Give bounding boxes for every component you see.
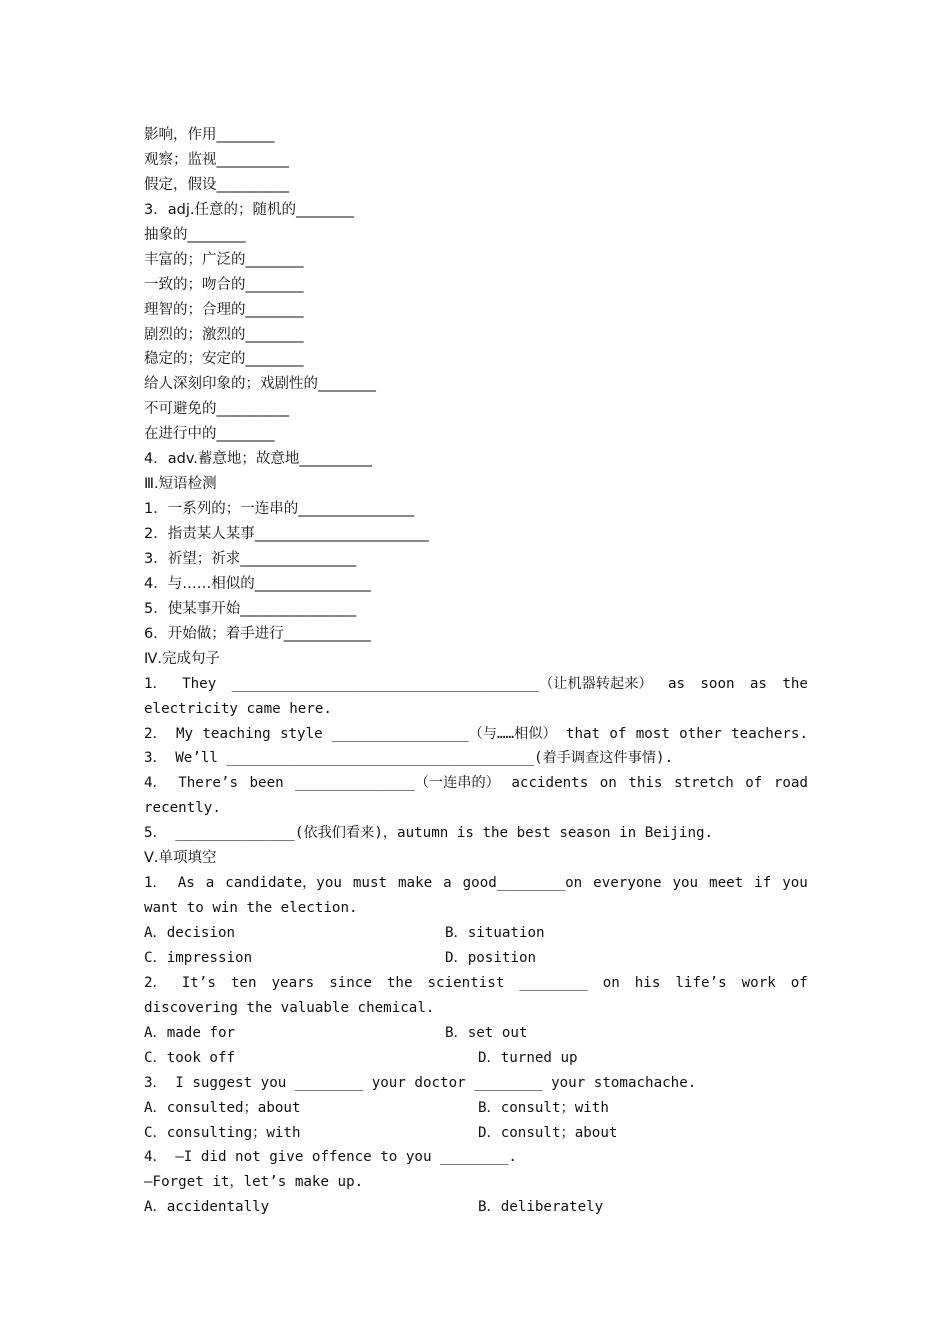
option[interactable]: C．took off <box>144 1049 236 1066</box>
section-heading: Ⅳ.完成句子 <box>144 650 220 667</box>
option[interactable]: C．impression <box>144 949 253 966</box>
sentence-5: 5． ______________(依我们看来)，autumn is the best season in Beijing. <box>144 825 714 842</box>
question-4: 4． —I did not give offence to you ________. <box>144 1149 517 1166</box>
sentence-2: 2． My teaching style ________________（与……相似） that of most other teachers. <box>144 725 808 742</box>
sentence-4-line-1: 4． There’s been ______________（一连串的） accidents on this stretch of road <box>144 775 808 792</box>
vocab-line: 丰富的；广泛的________ <box>144 251 304 268</box>
option[interactable]: A．decision <box>144 925 236 941</box>
section-heading: Ⅲ.短语检测 <box>144 476 217 493</box>
option[interactable]: B．consult；with <box>478 1099 609 1116</box>
phrase-item: 5．使某事开始________________ <box>144 600 357 617</box>
question-1-options-row <box>144 946 808 971</box>
vocab-line: 3．adj.任意的；随机的________ <box>144 201 354 218</box>
option[interactable]: B．deliberately <box>478 1199 604 1216</box>
option[interactable]: A．made for <box>144 1024 236 1041</box>
phrase-item: 3．祈望；祈求________________ <box>144 550 357 567</box>
option[interactable]: D．position <box>445 949 537 966</box>
option[interactable]: B．situation <box>445 925 545 941</box>
option[interactable]: C．consulting；with <box>144 1124 301 1141</box>
question-1-line-1: 1． As a candidate，you must make a good________on everyone you meet if you <box>144 875 808 892</box>
vocab-line: 观察；监视__________ <box>144 151 289 168</box>
section-phrases <box>144 472 808 647</box>
vocab-list <box>144 123 808 472</box>
phrase-item: 4．与……相似的________________ <box>144 575 371 592</box>
vocab-line: 假定，假设__________ <box>144 176 289 193</box>
vocab-line: 4．adv.蓄意地；故意地__________ <box>144 451 372 468</box>
section-sentences <box>144 647 808 847</box>
sentence-3: 3． We’ll ____________________________________(着手调查这件事情). <box>144 750 674 767</box>
question-4-reply: —Forget it，let’s make up. <box>144 1174 364 1191</box>
section-multiple-choice <box>144 846 808 1220</box>
phrase-item: 1．一系列的；一连串的________________ <box>144 501 415 518</box>
question-1-options-row <box>144 921 808 946</box>
phrase-item: 6．开始做；着手进行____________ <box>144 625 371 642</box>
option[interactable]: D．consult；about <box>478 1124 618 1141</box>
question-3-options-row <box>144 1121 808 1146</box>
vocab-line: 不可避免的__________ <box>144 401 289 418</box>
option[interactable]: A．accidentally <box>144 1199 270 1216</box>
vocab-line: 一致的；吻合的________ <box>144 276 304 293</box>
vocab-line: 在进行中的________ <box>144 426 275 443</box>
sentence-1-line-2: electricity came here. <box>144 700 332 717</box>
question-2-options-row <box>144 1046 808 1071</box>
section-heading: Ⅴ.单项填空 <box>144 850 217 867</box>
vocab-line: 影响，作用________ <box>144 127 275 143</box>
worksheet-page <box>144 123 808 1220</box>
vocab-line: 理智的；合理的________ <box>144 301 304 318</box>
question-2-line-2: discovering the valuable chemical. <box>144 999 435 1016</box>
vocab-line: 给人深刻印象的；戏剧性的________ <box>144 376 376 393</box>
question-4-options-row <box>144 1195 808 1220</box>
phrase-item: 2．指责某人某事________________________ <box>144 526 429 542</box>
option[interactable]: B．set out <box>445 1024 528 1041</box>
sentence-4-line-2: recently. <box>144 800 221 817</box>
option[interactable]: D．turned up <box>478 1049 578 1066</box>
option[interactable]: A．consulted；about <box>144 1099 301 1116</box>
vocab-line: 稳定的；安定的________ <box>144 351 304 368</box>
vocab-line: 抽象的________ <box>144 226 246 243</box>
question-2-options-row <box>144 1021 808 1046</box>
question-2-line-1: 2． It’s ten years since the scientist ________ on his life’s work of <box>144 974 808 991</box>
question-3-options-row <box>144 1096 808 1121</box>
vocab-line: 剧烈的；激烈的________ <box>144 326 304 343</box>
sentence-1-line-1: 1． They ____________________________________（让机器转起来） as soon as the <box>144 675 808 692</box>
question-3: 3． I suggest you ________ your doctor ________ your stomachache. <box>144 1074 697 1091</box>
question-1-line-2: want to win the election. <box>144 900 358 917</box>
